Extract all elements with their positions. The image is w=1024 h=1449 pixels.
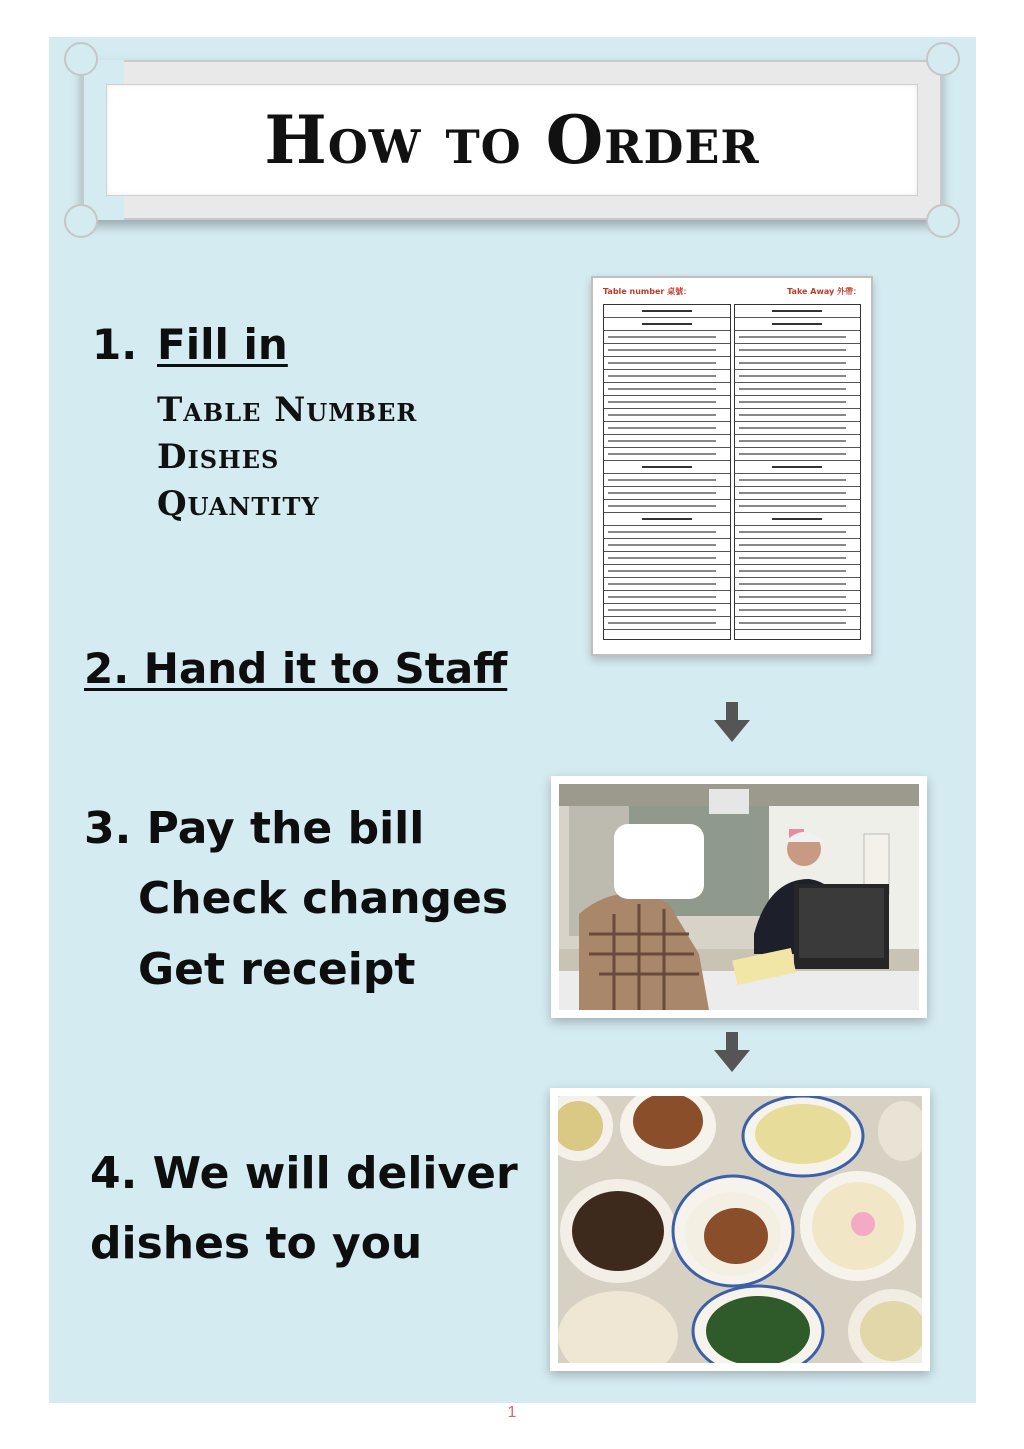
order-form-row: [604, 344, 730, 357]
arrow-down-icon: [712, 1032, 752, 1074]
order-form-row: [604, 461, 730, 474]
order-form-row: [604, 617, 730, 630]
order-form-row: [604, 409, 730, 422]
order-form-row: [604, 435, 730, 448]
order-form-row: [604, 318, 730, 331]
order-form-row: [735, 487, 861, 500]
order-form-row: [735, 422, 861, 435]
order-form-row: [735, 604, 861, 617]
order-form-row: [735, 565, 861, 578]
table-number-label: Table number 桌號：: [603, 287, 692, 296]
order-form-row: [735, 409, 861, 422]
order-form-row: [604, 526, 730, 539]
order-form-row: [735, 552, 861, 565]
step1-heading: Fill in: [157, 320, 288, 369]
order-form-row: [604, 396, 730, 409]
order-form-image: [591, 276, 873, 656]
step2-heading: 2. Hand it to Staff: [84, 644, 508, 693]
order-form-row: [604, 305, 730, 318]
step3-line-check-changes: Check changes: [138, 873, 509, 924]
order-form-row: [735, 370, 861, 383]
order-form-row: [735, 539, 861, 552]
order-form-row: [735, 318, 861, 331]
order-form-row: [735, 461, 861, 474]
page-number: 1: [507, 1404, 517, 1421]
order-form-column: [603, 304, 731, 640]
order-form-row: [604, 331, 730, 344]
order-form-row: [604, 500, 730, 513]
order-form-row: [735, 500, 861, 513]
order-form-row: [604, 539, 730, 552]
order-form-row: [604, 552, 730, 565]
order-form-row: [735, 578, 861, 591]
step3-line-get-receipt: Get receipt: [138, 944, 416, 995]
order-form-column: [734, 304, 862, 640]
order-form-row: [604, 565, 730, 578]
order-form-row: [604, 357, 730, 370]
order-form-row: [604, 474, 730, 487]
cashier-photo: [551, 776, 927, 1018]
order-form-row: [735, 357, 861, 370]
page-title: How to Order: [264, 101, 760, 179]
arrow-down-icon: [712, 702, 752, 744]
step1-number: 1.: [92, 320, 138, 369]
order-form-row: [735, 526, 861, 539]
food-dishes-photo: [550, 1088, 930, 1371]
step1-item-table-number: Table Number: [157, 390, 418, 430]
step1-item-dishes: Dishes: [157, 437, 280, 477]
order-form-row: [735, 383, 861, 396]
order-form-row: [735, 331, 861, 344]
order-form-row: [735, 591, 861, 604]
order-form-row: [735, 396, 861, 409]
order-form-row: [604, 370, 730, 383]
order-form-row: [735, 474, 861, 487]
order-form-row: [604, 604, 730, 617]
order-form-row: [604, 422, 730, 435]
step3-heading: 3. Pay the bill: [84, 803, 425, 854]
title-banner: [82, 60, 942, 220]
step1-item-quantity: Quantity: [157, 484, 320, 524]
order-form-row: [604, 487, 730, 500]
order-form-row: [604, 448, 730, 461]
order-form-row: [604, 383, 730, 396]
order-form-row: [735, 617, 861, 630]
take-away-label: Take Away 外帶：: [787, 287, 861, 296]
step4-line-we-will-deliver: 4. We will deliver: [90, 1148, 518, 1199]
order-form-row: [735, 448, 861, 461]
order-form-row: [604, 578, 730, 591]
step4-line-dishes-to-you: dishes to you: [90, 1218, 423, 1269]
order-form-row: [735, 305, 861, 318]
order-form-row: [604, 591, 730, 604]
order-form-row: [735, 513, 861, 526]
order-form-row: [604, 513, 730, 526]
order-form-row: [735, 435, 861, 448]
order-form-row: [735, 344, 861, 357]
